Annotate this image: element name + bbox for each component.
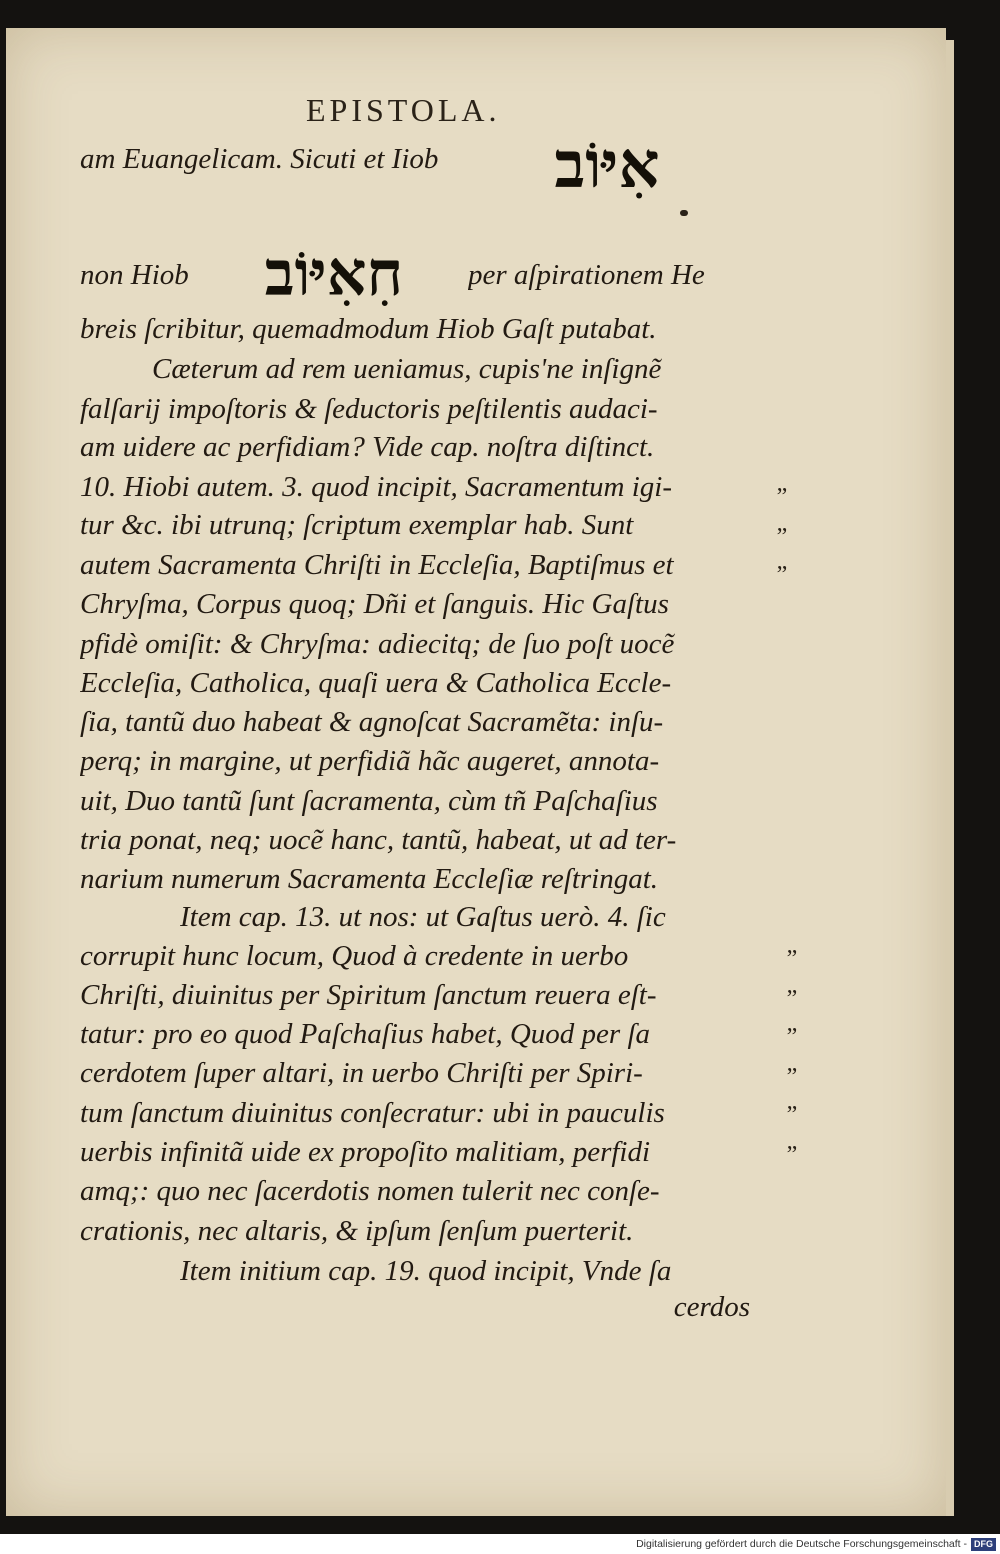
text-line-6: am uidere ac perfidiam? Vide cap. noſtra diſtinct. — [80, 431, 655, 463]
text-line-14: perq; in margine, ut perfidiã hãc augeret, annota- — [80, 745, 660, 777]
text-line-5: falſarij impoſtoris & ſeductoris peſtilentis audaci- — [80, 393, 658, 425]
text-line-19: corrupit hunc locum, Quod à credente in uerbo — [80, 940, 629, 972]
margin-quote-mark: ” — [776, 524, 788, 550]
margin-quote-mark: ” — [776, 484, 788, 510]
running-head: EPISTOLA. — [306, 92, 501, 128]
text-line-15: uit, Duo tantũ ſunt ſacramenta, cùm tñ Paſchaſius — [80, 785, 658, 817]
hebrew-word-hiob: חִאִיּוֹב — [264, 237, 404, 310]
ornament-dot — [680, 210, 688, 216]
margin-quote-mark: ” — [786, 1024, 798, 1050]
margin-quote-mark: ” — [786, 946, 798, 972]
text-line-7: 10. Hiobi autem. 3. quod incipit, Sacramentum igi- — [80, 471, 673, 503]
margin-quote-mark: ” — [786, 986, 798, 1012]
text-line-1: am Euangelicam. Sicuti et Iiob — [80, 143, 439, 175]
text-line-2b: per aſpirationem He — [468, 259, 705, 291]
text-line-27: Item initium cap. 19. quod incipit, Vnde ſa — [180, 1255, 672, 1287]
text-line-22: cerdotem ſuper altari, in uerbo Chriſti per Spiri- — [80, 1057, 643, 1089]
text-line-11: pfidè omiſit: & Chryſma: adiecitq; de ſuo poſt uocẽ — [80, 628, 675, 660]
text-line-23: tum ſanctum diuinitus conſecratur: ubi in pauculis — [80, 1097, 665, 1129]
text-line-13: ſia, tantũ duo habeat & agnoſcat Sacramẽta: inſu- — [80, 706, 664, 738]
credit-text: Digitalisierung gefördert durch die Deutsche Forschungsgemeinschaft - — [636, 1538, 967, 1550]
margin-quote-mark: ” — [786, 1142, 798, 1168]
text-line-3: breis ſcribitur, quemadmodum Hiob Gaſt putabat. — [80, 313, 657, 345]
margin-quote-mark: ” — [786, 1064, 798, 1090]
text-line-18: Item cap. 13. ut nos: ut Gaſtus uerò. 4. ſic — [180, 901, 666, 933]
text-line-25: amq;: quo nec ſacerdotis nomen tulerit nec conſe- — [80, 1175, 660, 1207]
text-line-8: tur &c. ibi utrunq; ſcriptum exemplar hab. Sunt — [80, 509, 634, 541]
text-line-26: crationis, nec altaris, & ipſum ſenſum puerterit. — [80, 1215, 634, 1247]
dfg-logo: DFG — [971, 1538, 996, 1551]
text-line-2a: non Hiob — [80, 259, 189, 291]
text-line-16: tria ponat, neq; uocẽ hanc, tantũ, habeat, ut ad ter- — [80, 824, 677, 856]
text-line-12: Eccleſia, Catholica, quaſi uera & Catholica Eccle- — [80, 667, 672, 699]
text-line-20: Chriſti, diuinitus per Spiritum ſanctum reuera eſt- — [80, 979, 657, 1011]
text-line-17: narium numerum Sacramenta Eccleſiæ reſtringat. — [80, 863, 659, 895]
text-line-4: Cæterum ad rem ueniamus, cupis'ne inſignẽ — [152, 353, 662, 385]
hebrew-word-iyov: אִיּוֹב — [554, 128, 660, 203]
text-line-10: Chryſma, Corpus quoq; Dñi et ſanguis. Hic Gaſtus — [80, 588, 669, 620]
text-line-9: autem Sacramenta Chriſti in Eccleſia, Baptiſmus et — [80, 549, 674, 581]
text-line-24: uerbis infinitã uide ex propoſito malitiam, perfidi — [80, 1136, 651, 1168]
catchword: cerdos — [673, 1291, 750, 1323]
margin-quote-mark: ” — [786, 1102, 798, 1128]
page-edge — [946, 40, 954, 1516]
text-line-21: tatur: pro eo quod Paſchaſius habet, Quod per ſa — [80, 1018, 651, 1050]
margin-quote-mark: ” — [776, 562, 788, 588]
digitization-credit — [600, 1536, 996, 1552]
